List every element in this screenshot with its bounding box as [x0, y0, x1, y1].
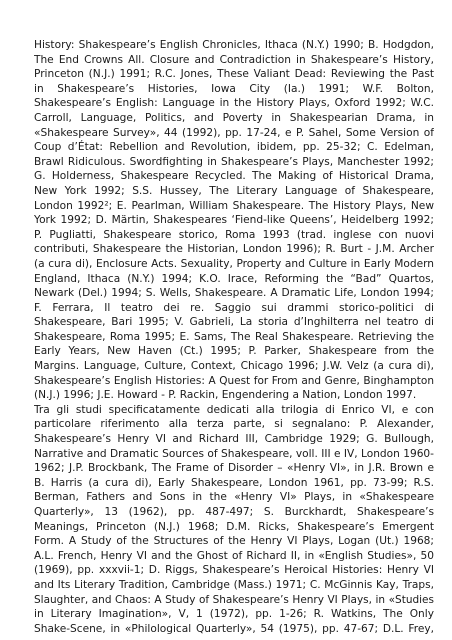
- text-line: A.L. French, Henry VI and the Ghost of Richard II, in «English Studies», 50: [34, 549, 434, 562]
- text-line: P. Pugliatti, Shakespeare storico, Roma 1993 (trad. inglese con nuovi: [34, 228, 434, 241]
- text-line: G. Holderness, Shakespeare Recycled. The Making of Historical Drama,: [34, 170, 434, 183]
- text-line: Form. A Study of the Structures of the Henry VI Plays, Logan (Ut.) 1968;: [34, 535, 434, 548]
- text-line: England, Ithaca (N.Y.) 1994; K.O. Irace, Reforming the “Bad” Quartos,: [34, 272, 434, 285]
- text-line: Margins. Language, Culture, Context, Chicago 1996; J.W. Velz (a cura di),: [34, 360, 434, 373]
- text-line: and Its Literary Tradition, Cambridge (Mass.) 1971; C. McGinnis Kay, Traps,: [34, 578, 434, 591]
- text-line: Early Years, New Haven (Ct.) 1995; P. Parker, Shakespeare from the: [34, 345, 434, 358]
- text-line: contributi, Shakespeare the Historian, London 1996); R. Burt - J.M. Archer: [34, 243, 434, 256]
- text-line: Carroll, Language, Politics, and Poverty in Shakespearian Drama, in: [34, 111, 434, 124]
- text-line: Meanings, Princeton (N.J.) 1968; D.M. Ricks, Shakespeare’s Emergent: [34, 520, 434, 533]
- text-line: Shakespeare’s English: Language in the History Plays, Oxford 1992; W.C.: [34, 97, 434, 110]
- text-line: (1969), pp. xxxvii-1; D. Riggs, Shakespeare’s Heroical Histories: Henry VI: [34, 564, 434, 577]
- text-line: F. Ferrara, Il teatro dei re. Saggio sui drammi storico-politici di: [34, 301, 434, 314]
- text-line: Narrative and Dramatic Sources of Shakespeare, voll. III e IV, London 1960-: [34, 447, 434, 460]
- text-line: (a cura di), Enclosure Acts. Sexuality, Property and Culture in Early Modern: [34, 257, 434, 270]
- text-line: 1962; J.P. Brockbank, The Frame of Disorder – «Henry VI», in J.R. Brown e: [34, 462, 434, 475]
- text-line: Shake-Scene, in «Philological Quarterly», 54 (1975), pp. 47-67; D.L. Frey,: [34, 622, 434, 635]
- bibliography-text-block: [34, 38, 434, 636]
- text-line: Tra gli studi specificatamente dedicati alla trilogia di Enrico VI, e con: [34, 403, 434, 416]
- text-line: Shakespeare’s Henry VI and Richard III, Cambridge 1929; G. Bullough,: [34, 433, 434, 446]
- text-line: Coup d’État: Rebellion and Revolution, ibidem, pp. 25-32; C. Edelman,: [34, 141, 434, 154]
- text-line: «Shakespeare Survey», 44 (1992), pp. 17-24, e P. Sahel, Some Version of: [34, 126, 434, 139]
- text-line: Slaughter, and Chaos: A Study of Shakespeare’s Henry VI Plays, in «Studies: [34, 593, 434, 606]
- text-line: New York 1992; S.S. Hussey, The Literary Language of Shakespeare,: [34, 184, 434, 197]
- text-line: in Literary Imagination», V, 1 (1972), pp. 1-26; R. Watkins, The Only: [34, 608, 434, 621]
- text-line: particolare riferimento alla terza parte, si segnalano: P. Alexander,: [34, 418, 434, 431]
- text-line: in Shakespeare’s Histories, Iowa City (Ia.) 1991; W.F. Bolton,: [34, 82, 434, 95]
- text-line: History: Shakespeare’s English Chronicles, Ithaca (N.Y.) 1990; B. Hodgdon,: [34, 39, 434, 51]
- text-line: B. Harris (a cura di), Early Shakespeare, London 1961, pp. 73-99; R.S.: [34, 476, 434, 489]
- text-line: Newark (Del.) 1994; S. Wells, Shakespeare. A Dramatic Life, London 1994;: [34, 287, 434, 300]
- text-line: (N.J.) 1996; J.E. Howard - P. Rackin, Engendering a Nation, London 1997.: [34, 389, 417, 402]
- text-line: York 1992; D. Märtin, Shakespeares ‘Fiend-like Queens’, Heidelberg 1992;: [34, 214, 434, 227]
- text-line: Shakespeare, Bari 1995; V. Gabrieli, La storia d’Inghilterra nel teatro di: [34, 316, 434, 329]
- text-line: Princeton (N.J.) 1991; R.C. Jones, These Valiant Dead: Reviewing the Past: [34, 68, 434, 81]
- text-line: Shakespeare’s English Histories: A Quest for From and Genre, Binghampton: [34, 374, 434, 387]
- text-line: Berman, Fathers and Sons in the «Henry VI» Plays, in «Shakespeare: [34, 491, 434, 504]
- text-line: Quarterly», 13 (1962), pp. 487-497; S. Burckhardt, Shakespeare’s: [34, 506, 434, 518]
- text-line: The End Crowns All. Closure and Contradiction in Shakespeare’s History,: [34, 53, 434, 66]
- text-line: Brawl Ridiculous. Swordfighting in Shakespeare’s Plays, Manchester 1992;: [34, 155, 434, 168]
- text-line: Shakespeare, Roma 1995; E. Sams, The Real Shakespeare. Retrieving the: [34, 330, 434, 343]
- text-line: London 1992²; E. Pearlman, William Shakespeare. The History Plays, New: [34, 199, 434, 212]
